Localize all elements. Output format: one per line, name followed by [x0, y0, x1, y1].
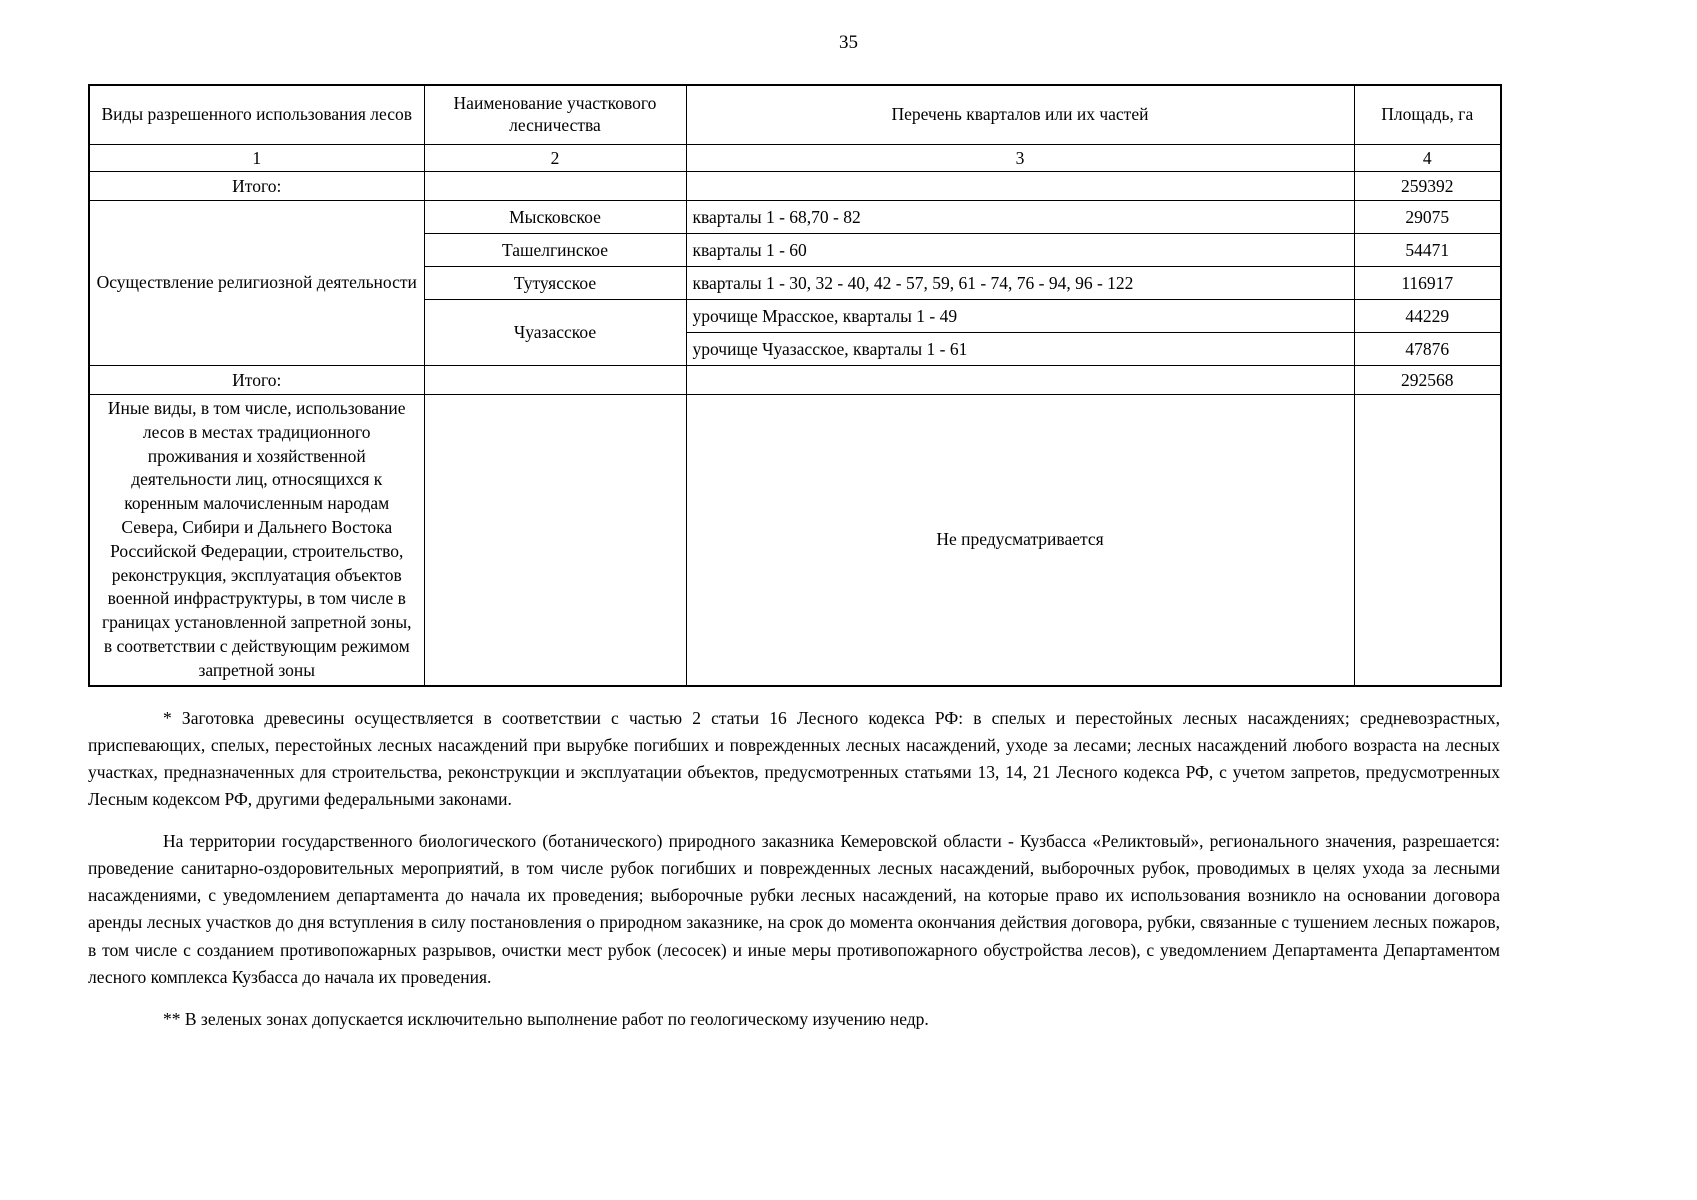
total-label: Итого: [89, 366, 424, 395]
footnote-paragraph-3: ** В зеленых зонах допускается исключительно выполнение работ по геологическому изучению недр. [163, 1008, 929, 1029]
table-row [89, 201, 1501, 234]
area-value: 116917 [1354, 267, 1501, 300]
empty-cell [424, 172, 686, 201]
quarters-list: урочище Мрасское, кварталы 1 - 49 [686, 300, 1354, 333]
footnote-paragraph-2: На территории государственного биологического (ботанического) природного заказника Кемеровской области - Кузбасса «Реликтовый», регионального значения, разрешается: проведение санитарно-оздоровительных мероприятий, в том числе рубок погибших и поврежденных лесных насаждений, выборочных рубок, проводимых в целях ухода за лесными насаждениями, с уведомлением департамента до начала их проведения; выборочные рубки лесных насаждений, на которые право их использования возникло на основании договора аренды лесных участков до дня вступления в силу постановления о природном заказнике, на срок до момента окончания действия договора, рубки, связанные с тушением лесных пожаров, в том числе с созданием противопожарных разрывов, очистки мест рубок (лесосек) и иные меры противопожарного обустройства лесов), с уведомлением Департамента Департаментом лесного комплекса Кузбасса до начала их проведения. [88, 831, 1500, 987]
column-numbers-row [89, 145, 1501, 172]
header-area: Площадь, га [1354, 85, 1501, 145]
use-type-religious: Осуществление религиозной деятельности [89, 201, 424, 366]
total-label: Итого: [89, 172, 424, 201]
forestry-name: Тутуясское [424, 267, 686, 300]
page-number: 35 [839, 32, 858, 53]
quarters-list: кварталы 1 - 60 [686, 234, 1354, 267]
quarters-list: кварталы 1 - 68,70 - 82 [686, 201, 1354, 234]
area-value: 29075 [1354, 201, 1501, 234]
quarters-list: урочище Чуазасское, кварталы 1 - 61 [686, 333, 1354, 366]
col-number-4: 4 [1354, 145, 1501, 172]
empty-cell [424, 395, 686, 686]
empty-cell [686, 172, 1354, 201]
empty-cell [686, 366, 1354, 395]
area-value: 47876 [1354, 333, 1501, 366]
empty-cell [1354, 395, 1501, 686]
other-uses-row [89, 395, 1501, 686]
total-value: 259392 [1354, 172, 1501, 201]
quarters-list: кварталы 1 - 30, 32 - 40, 42 - 57, 59, 61 - 74, 76 - 94, 96 - 122 [686, 267, 1354, 300]
forestry-name: Ташелгинское [424, 234, 686, 267]
forestry-name: Мысковское [424, 201, 686, 234]
footnote-paragraph-1: * Заготовка древесины осуществляется в соответствии с частью 2 статьи 16 Лесного кодекса РФ: в спелых и перестойных лесных насаждениях; средневозрастных, приспевающих, спелых, перестойных лесных насаждений при вырубке погибших и поврежденных лесных насаждений, уходе за лесами; лесных насаждений любого возраста на лесных участках, предназначенных для строительства, реконструкции и эксплуатации объектов, предусмотренных статьями 13, 14, 21 Лесного кодекса РФ, с учетом запретов, предусмотренных Лесным кодексом РФ, другими федеральными законами. [88, 707, 1500, 809]
area-value: 54471 [1354, 234, 1501, 267]
header-forestry-name: Наименование участкового лесничества [424, 85, 686, 145]
footnotes-section [88, 705, 1500, 1033]
use-type-other: Иные виды, в том числе, использование лесов в местах традиционного проживания и хозяйственной деятельности лиц, относящихся к коренным малочисленным народам Севера, Сибири и Дальнего Востока Российской Федерации, строительство, реконструкция, эксплуатация объектов военной инфраструктуры, в том числе в границах установленной запретной зоны, в соответствии с действующим режимом запретной зоны [89, 395, 424, 686]
col-number-2: 2 [424, 145, 686, 172]
total-value: 292568 [1354, 366, 1501, 395]
col-number-1: 1 [89, 145, 424, 172]
empty-cell [424, 366, 686, 395]
not-provided-note: Не предусматривается [686, 395, 1354, 686]
col-number-3: 3 [686, 145, 1354, 172]
total-row-2 [89, 366, 1501, 395]
header-quarters-list: Перечень кварталов или их частей [686, 85, 1354, 145]
table-header-row [89, 85, 1501, 145]
header-use-types: Виды разрешенного использования лесов [89, 85, 424, 145]
area-value: 44229 [1354, 300, 1501, 333]
forest-use-table [88, 84, 1502, 687]
forestry-name: Чуазасское [424, 300, 686, 366]
total-row-1 [89, 172, 1501, 201]
